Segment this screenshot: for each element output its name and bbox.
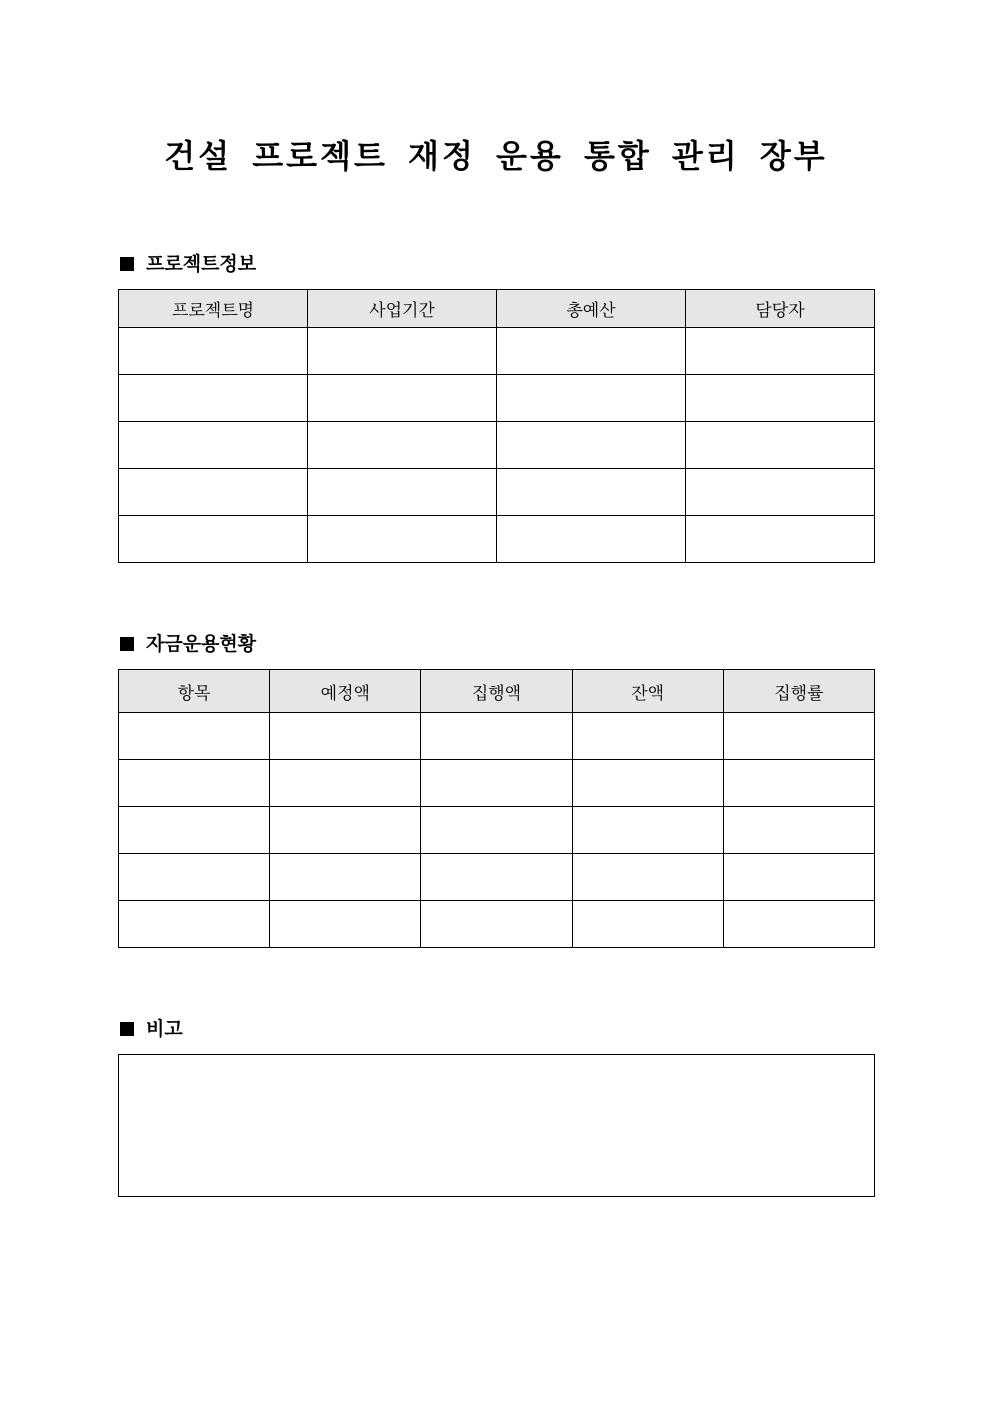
project-info-heading-label: 프로젝트정보	[146, 253, 257, 275]
table-cell[interactable]	[308, 375, 497, 422]
table-cell[interactable]	[723, 901, 874, 948]
table-cell[interactable]	[119, 807, 270, 854]
column-header: 사업기간	[308, 290, 497, 328]
table-cell[interactable]	[497, 516, 686, 563]
table-cell[interactable]	[119, 516, 308, 563]
table-row	[119, 422, 875, 469]
square-bullet-icon	[120, 637, 134, 651]
table-cell[interactable]	[308, 469, 497, 516]
column-header: 총예산	[497, 290, 686, 328]
table-row	[119, 760, 875, 807]
table-row	[119, 375, 875, 422]
table-cell[interactable]	[686, 422, 875, 469]
table-cell[interactable]	[723, 807, 874, 854]
table-cell[interactable]	[497, 328, 686, 375]
table-cell[interactable]	[308, 328, 497, 375]
table-cell[interactable]	[421, 760, 572, 807]
table-row	[119, 807, 875, 854]
table-row	[119, 516, 875, 563]
table-cell[interactable]	[686, 469, 875, 516]
table-cell[interactable]	[119, 375, 308, 422]
table-header-row	[119, 290, 875, 328]
table-cell[interactable]	[270, 713, 421, 760]
column-header: 항목	[119, 670, 270, 713]
table-cell[interactable]	[497, 469, 686, 516]
table-cell[interactable]	[119, 469, 308, 516]
table-cell[interactable]	[308, 516, 497, 563]
column-header: 프로젝트명	[119, 290, 308, 328]
table-row	[119, 901, 875, 948]
fund-status-heading	[118, 631, 256, 657]
table-cell[interactable]	[686, 375, 875, 422]
column-header: 예정액	[270, 670, 421, 713]
table-cell[interactable]	[686, 516, 875, 563]
table-cell[interactable]	[686, 328, 875, 375]
column-header: 집행액	[421, 670, 572, 713]
table-cell[interactable]	[421, 807, 572, 854]
table-cell[interactable]	[270, 854, 421, 901]
table-row	[119, 328, 875, 375]
table-cell[interactable]	[270, 807, 421, 854]
table-cell[interactable]	[572, 854, 723, 901]
table-cell[interactable]	[572, 807, 723, 854]
table-cell[interactable]	[119, 760, 270, 807]
table-cell[interactable]	[572, 901, 723, 948]
table-cell[interactable]	[270, 760, 421, 807]
table-header-row	[119, 670, 875, 713]
table-cell[interactable]	[119, 901, 270, 948]
project-info-table	[118, 289, 875, 563]
table-cell[interactable]	[270, 901, 421, 948]
table-cell[interactable]	[119, 328, 308, 375]
square-bullet-icon	[120, 257, 134, 271]
remarks-box[interactable]	[118, 1054, 875, 1197]
table-cell[interactable]	[572, 760, 723, 807]
table-cell[interactable]	[421, 901, 572, 948]
project-info-heading	[118, 251, 256, 277]
table-cell[interactable]	[119, 422, 308, 469]
square-bullet-icon	[120, 1022, 134, 1036]
table-cell[interactable]	[421, 713, 572, 760]
table-cell[interactable]	[421, 854, 572, 901]
column-header: 집행률	[723, 670, 874, 713]
table-cell[interactable]	[572, 713, 723, 760]
table-row	[119, 854, 875, 901]
table-cell[interactable]	[723, 760, 874, 807]
table-row	[119, 469, 875, 516]
remarks-heading-label: 비고	[146, 1018, 183, 1040]
table-cell[interactable]	[723, 713, 874, 760]
table-row	[119, 713, 875, 760]
fund-status-heading-label: 자금운용현황	[146, 633, 257, 655]
column-header: 담당자	[686, 290, 875, 328]
table-cell[interactable]	[119, 713, 270, 760]
remarks-heading	[118, 1016, 183, 1042]
table-cell[interactable]	[497, 375, 686, 422]
page-title: 건설 프로젝트 재정 운용 통합 관리 장부	[164, 137, 828, 175]
table-cell[interactable]	[119, 854, 270, 901]
table-cell[interactable]	[723, 854, 874, 901]
column-header: 잔액	[572, 670, 723, 713]
table-cell[interactable]	[497, 422, 686, 469]
table-cell[interactable]	[308, 422, 497, 469]
fund-status-table	[118, 669, 875, 948]
